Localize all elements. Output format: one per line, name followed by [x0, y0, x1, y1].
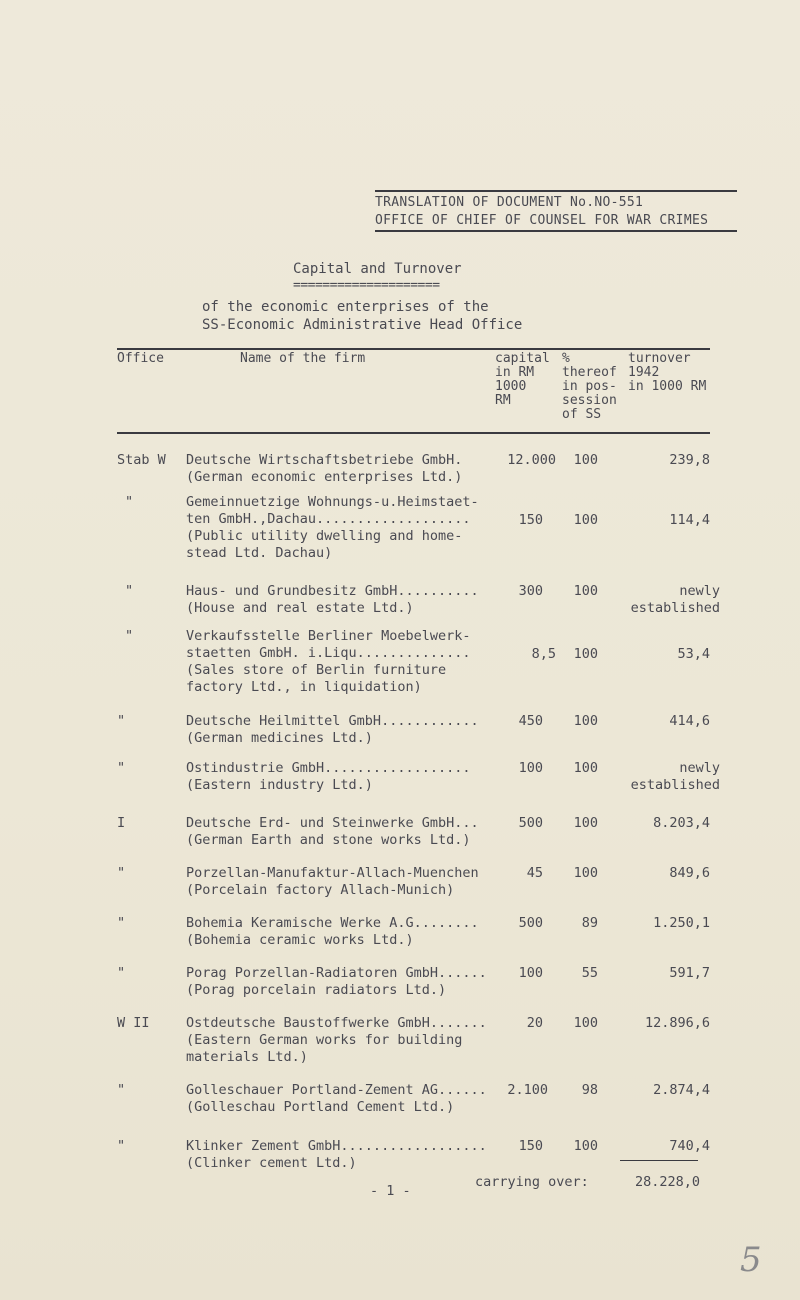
row-capital: 8,5 [531, 646, 556, 662]
row-office: " [125, 583, 134, 599]
row-office: " [117, 865, 126, 881]
row-firm-name: Deutsche Wirtschaftsbetriebe GmbH. (German economic enterprises Ltd.) [186, 452, 463, 485]
table-top-rule [117, 348, 710, 350]
row-firm-name: Bohemia Keramische Werke A.G........ (Bohemia ceramic works Ltd.) [186, 915, 479, 948]
row-turnover: 2.874,4 [653, 1082, 710, 1098]
col-capital-header: capital in RM 1000 RM [495, 351, 550, 408]
row-percent: 100 [573, 646, 598, 662]
row-turnover: 740,4 [669, 1138, 710, 1154]
title-underline: ==================== [293, 278, 440, 293]
row-office: " [117, 915, 126, 931]
row-firm-name: Porag Porzellan-Radiatoren GmbH...... (Porag porcelain radiators Ltd.) [186, 965, 487, 998]
row-firm-name: Porzellan-Manufaktur-Allach-Muenchen (Porcelain factory Allach-Munich) [186, 865, 479, 898]
row-turnover: 12.896,6 [644, 1015, 710, 1031]
row-firm-name: Ostindustrie GmbH.................. (Eastern industry Ltd.) [186, 760, 471, 793]
header-top-rule [375, 190, 737, 192]
row-capital: 45 [526, 865, 543, 881]
row-turnover: 414,6 [669, 713, 710, 729]
row-firm-name: Verkaufsstelle Berliner Moebelwerk- staetten GmbH. i.Liqu.............. (Sales store of Berlin furniture factory Ltd., in liquidation) [186, 628, 471, 695]
subtitle-line-1: of the economic enterprises of the [202, 299, 489, 315]
row-office: " [125, 494, 134, 510]
row-capital: 2.100 [507, 1082, 548, 1098]
row-turnover: newly established [630, 583, 720, 616]
row-office: W II [117, 1015, 150, 1031]
header-line-1: TRANSLATION OF DOCUMENT No.NO-551 [375, 195, 644, 210]
row-office: Stab W [117, 452, 166, 468]
row-firm-name: Haus- und Grundbesitz GmbH.......... (House and real estate Ltd.) [186, 583, 479, 616]
row-capital: 150 [518, 512, 543, 528]
row-firm-name: Deutsche Heilmittel GmbH............ (German medicines Ltd.) [186, 713, 479, 746]
row-turnover: 114,4 [669, 512, 710, 528]
row-firm-name: Ostdeutsche Baustoffwerke GmbH....... (Eastern German works for building materials Ltd.) [186, 1015, 487, 1065]
header-line-2: OFFICE OF CHIEF OF COUNSEL FOR WAR CRIMES [375, 213, 709, 228]
subtitle-line-2: SS-Economic Administrative Head Office [202, 317, 523, 333]
row-capital: 500 [518, 915, 543, 931]
row-percent: 98 [581, 1082, 598, 1098]
col-turnover-header: turnover 1942 in 1000 RM [628, 351, 707, 394]
sum-rule [620, 1160, 698, 1161]
row-capital: 100 [518, 760, 543, 776]
row-capital: 150 [518, 1138, 543, 1154]
row-capital: 12.000 [507, 452, 556, 468]
col-name-header: Name of the firm [240, 351, 366, 366]
row-firm-name: Deutsche Erd- und Steinwerke GmbH... (German Earth and stone works Ltd.) [186, 815, 479, 848]
row-percent: 100 [573, 815, 598, 831]
document-title: Capital and Turnover [293, 261, 462, 277]
row-turnover: newly established [630, 760, 720, 793]
handwritten-page-mark: 5 [740, 1240, 762, 1280]
row-office: " [117, 1082, 126, 1098]
row-capital: 20 [526, 1015, 543, 1031]
row-turnover: 239,8 [669, 452, 710, 468]
row-office: " [117, 1138, 126, 1154]
row-percent: 100 [573, 512, 598, 528]
row-turnover: 591,7 [669, 965, 710, 981]
col-percent-header: % thereof in pos- session of SS [562, 351, 617, 422]
carrying-over-value: 28.228,0 [634, 1174, 700, 1190]
row-percent: 100 [573, 1138, 598, 1154]
row-office: " [117, 760, 126, 776]
row-percent: 100 [573, 583, 598, 599]
row-firm-name: Golleschauer Portland-Zement AG...... (Golleschau Portland Cement Ltd.) [186, 1082, 487, 1115]
row-capital: 100 [518, 965, 543, 981]
row-percent: 100 [573, 760, 598, 776]
row-capital: 300 [518, 583, 543, 599]
row-capital: 450 [518, 713, 543, 729]
row-firm-name: Klinker Zement GmbH.................. (Clinker cement Ltd.) [186, 1138, 487, 1171]
row-percent: 100 [573, 1015, 598, 1031]
row-office: " [117, 713, 126, 729]
row-turnover: 8.203,4 [653, 815, 710, 831]
row-percent: 100 [573, 452, 598, 468]
row-office: I [117, 815, 126, 831]
row-turnover: 849,6 [669, 865, 710, 881]
carrying-over-label: carrying over: [475, 1174, 589, 1190]
row-percent: 89 [581, 915, 598, 931]
row-firm-name: Gemeinnuetzige Wohnungs-u.Heimstaet- ten GmbH.,Dachau................... (Public utility dwelling and home- stead Ltd. Dachau) [186, 494, 479, 561]
col-office-header: Office [117, 351, 164, 366]
row-office: " [125, 628, 134, 644]
header-bottom-rule [375, 230, 737, 232]
row-capital: 500 [518, 815, 543, 831]
table-header-rule [117, 432, 710, 434]
row-office: " [117, 965, 126, 981]
page-number: - 1 - [370, 1183, 411, 1199]
row-percent: 55 [581, 965, 598, 981]
row-turnover: 53,4 [677, 646, 710, 662]
row-turnover: 1.250,1 [653, 915, 710, 931]
row-percent: 100 [573, 865, 598, 881]
row-percent: 100 [573, 713, 598, 729]
